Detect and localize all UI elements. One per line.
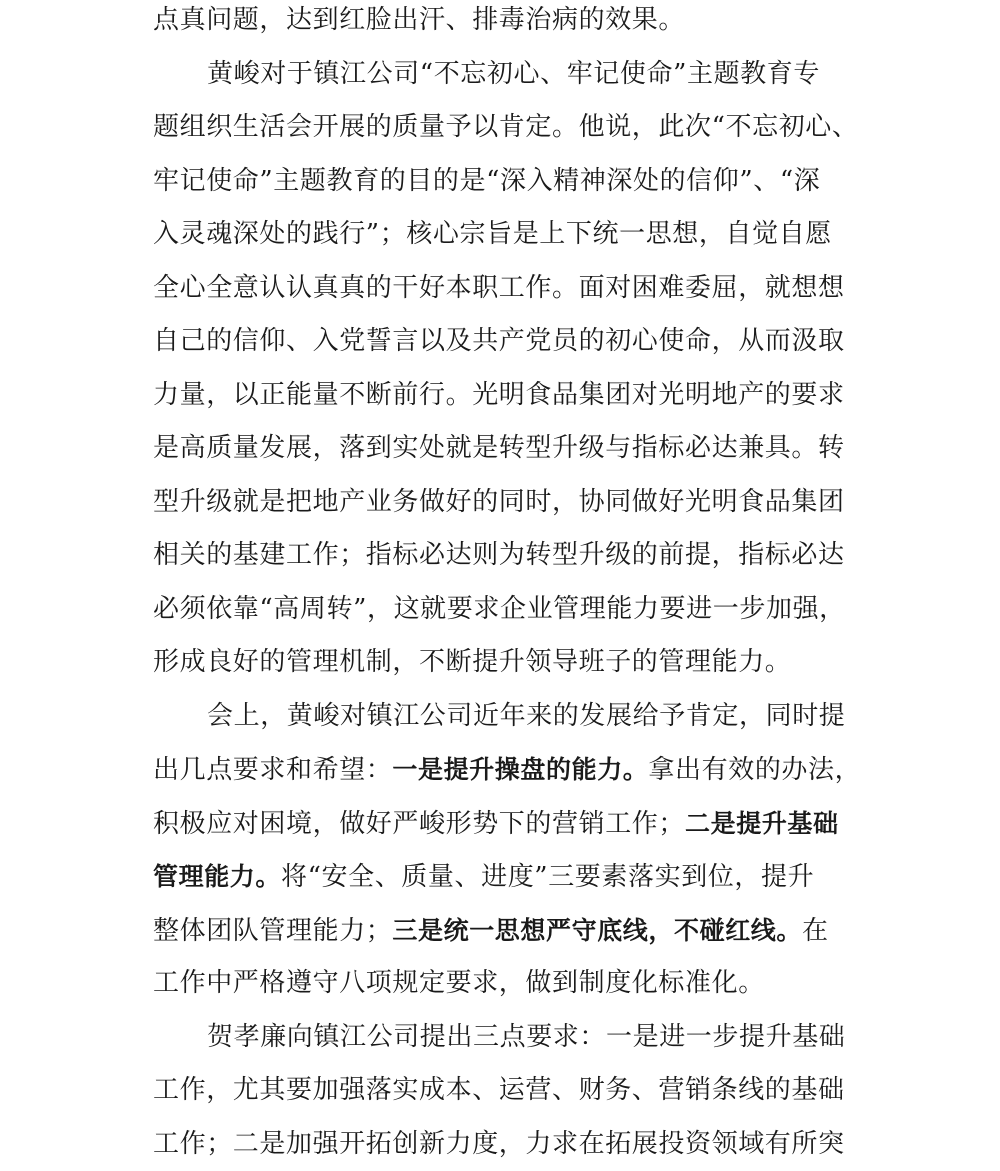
text-line [153, 529, 853, 583]
text-segment: 自己的信仰、入党誓言以及共产党员的初心使命，从而汲取 [153, 326, 845, 356]
text-segment: 相关的基建工作；指标必达则为转型升级的前提，指标必达 [153, 540, 845, 570]
text-segment: 全心全意认认真真的干好本职工作。面对困难委屈，就想想 [153, 273, 845, 303]
text-line [153, 1118, 853, 1171]
text-segment: 将“安全、质量、进度”三要素落实到位，提升 [281, 862, 814, 892]
document-body [153, 0, 853, 1171]
text-line [153, 1064, 853, 1118]
text-segment: 贺孝廉向镇江公司提出三点要求：一是进一步提升基础 [207, 1022, 845, 1052]
text-line [153, 0, 853, 48]
text-line [153, 422, 853, 476]
text-line [153, 957, 853, 1011]
text-line [153, 48, 853, 102]
text-line [153, 476, 853, 530]
text-segment: 工作中严格遵守八项规定要求，做到制度化标准化。 [153, 968, 765, 998]
text-segment: 必须依靠“高周转”，这就要求企业管理能力要进一步加强， [153, 594, 846, 624]
text-segment: 出几点要求和希望： [153, 755, 392, 785]
text-segment: 黄峻对于镇江公司“不忘初心、牢记使命”主题教育专 [207, 59, 820, 89]
text-segment: 工作，尤其要加强落实成本、运营、财务、营销条线的基础 [153, 1075, 845, 1105]
text-segment: 积极应对困境，做好严峻形势下的营销工作； [153, 809, 685, 839]
text-line [153, 1011, 853, 1065]
text-segment: 入灵魂深处的践行”；核心宗旨是上下统一思想，自觉自愿 [153, 219, 832, 249]
bold-text: 管理能力。 [153, 862, 281, 891]
text-line [153, 101, 853, 155]
text-line [153, 797, 853, 851]
bold-text: 三是统一思想严守底线，不碰红线。 [392, 916, 802, 945]
text-line [153, 208, 853, 262]
text-line [153, 743, 853, 797]
document-page [153, 0, 853, 1140]
text-line [153, 636, 853, 690]
bold-text: 一是提升操盘的能力。 [392, 755, 648, 784]
paragraph [153, 1011, 853, 1171]
text-line [153, 262, 853, 316]
text-line [153, 690, 853, 744]
text-segment: 点真问题，达到红脸出汗、排毒治病的效果。 [153, 5, 685, 35]
text-line [153, 583, 853, 637]
paragraph [153, 690, 853, 1011]
text-segment: 拿出有效的办法， [648, 755, 861, 785]
text-segment: 型升级就是把地产业务做好的同时，协同做好光明食品集团 [153, 487, 845, 517]
text-line [153, 315, 853, 369]
text-segment: 整体团队管理能力； [153, 916, 392, 946]
bold-text: 二是提升基础 [685, 809, 839, 838]
text-line [153, 369, 853, 423]
text-segment: 形成良好的管理机制，不断提升领导班子的管理能力。 [153, 647, 791, 677]
text-segment: 会上，黄峻对镇江公司近年来的发展给予肯定，同时提 [207, 701, 845, 731]
text-segment: 力量，以正能量不断前行。光明食品集团对光明地产的要求 [153, 380, 845, 410]
text-segment: 是高质量发展，落到实处就是转型升级与指标必达兼具。转 [153, 433, 845, 463]
paragraph [153, 48, 853, 690]
text-line [153, 155, 853, 209]
text-segment: 在 [802, 916, 829, 946]
text-line [153, 850, 853, 904]
text-segment: 题组织生活会开展的质量予以肯定。他说，此次“不忘初心、 [153, 112, 859, 142]
text-segment: 工作；二是加强开拓创新力度，力求在拓展投资领域有所突 [153, 1129, 845, 1159]
paragraph [153, 0, 853, 48]
text-line [153, 904, 853, 958]
text-segment: 牢记使命”主题教育的目的是“深入精神深处的信仰”、“深 [153, 166, 820, 196]
